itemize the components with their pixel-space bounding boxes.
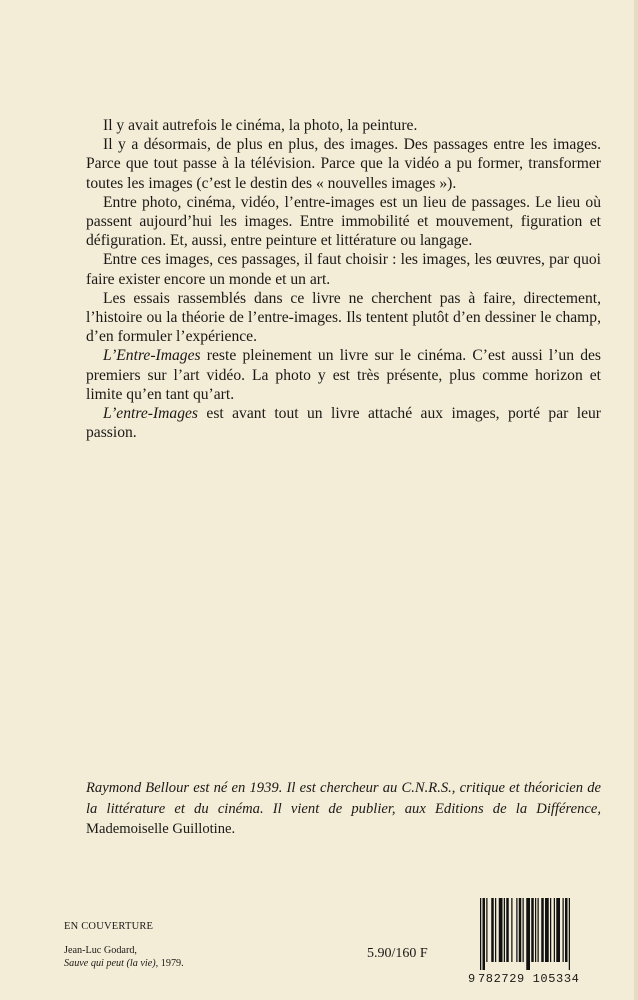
barcode-lead-digit: 9 bbox=[468, 972, 476, 986]
barcode-bar bbox=[526, 898, 530, 970]
barcode-bar bbox=[545, 898, 549, 962]
barcode-bar bbox=[495, 898, 496, 962]
barcode-digits: 782729 105334 bbox=[478, 972, 580, 986]
cover-credits-author: Jean-Luc Godard, bbox=[64, 945, 137, 956]
isbn-barcode bbox=[468, 898, 608, 986]
barcode-bar bbox=[565, 898, 568, 962]
barcode-bar bbox=[511, 898, 512, 962]
barcode-bar bbox=[523, 898, 524, 962]
price-label: 5.90/160 F bbox=[367, 946, 428, 961]
barcode-bar bbox=[516, 898, 517, 962]
cover-credits-header: EN COUVERTURE bbox=[64, 921, 154, 932]
book-title: L’Entre-Images bbox=[103, 347, 201, 365]
barcode-bar bbox=[554, 898, 555, 962]
blurb-text-run: est avant tout un livre attaché aux images, porté par leur passion. bbox=[86, 405, 601, 442]
film-year: 1979. bbox=[158, 958, 184, 969]
barcode-bar bbox=[491, 898, 494, 962]
blurb-paragraph bbox=[86, 346, 601, 404]
blurb-paragraph: Entre ces images, ces passages, il faut choisir : les images, les œuvres, par quoi faire exister encore un monde et un art. bbox=[86, 251, 601, 288]
barcode-bar bbox=[519, 898, 522, 962]
barcode-bar bbox=[556, 898, 560, 962]
barcode-bar bbox=[506, 898, 509, 962]
barcode-bar bbox=[499, 898, 503, 962]
barcode-bar bbox=[480, 898, 481, 970]
blurb-paragraph: Les essais rassemblés dans ce livre ne cherchent pas à faire, directement, l’histoire ou la théorie de l’entre-images. Ils tentent plutôt d’en dessiner le champ, d’en formuler l’expérience. bbox=[86, 289, 601, 346]
blurb-paragraph: Il y a désormais, de plus en plus, des images. Des passages entre les images. Parce que tout passe à la télévision. Parce que la vidéo a pu former, transformer toutes les images (c’est le destin des « nouvelles images »). bbox=[86, 136, 601, 192]
barcode-bars bbox=[478, 898, 608, 970]
barcode-bar bbox=[569, 898, 570, 970]
author-bio-italic: Raymond Bellour est né en 1939. Il est chercheur au C.N.R.S., critique et théoricien de la littérature et du cinéma. Il vient de publier, aux Editions de la Différence, bbox=[86, 780, 601, 817]
blurb-text-run: reste pleinement un livre sur le cinéma. C’est aussi l’un des premiers sur l’art vidéo. La photo y est très présente, plus comme horizon et limite qu’en tant qu’art. bbox=[86, 347, 601, 403]
barcode-bar bbox=[531, 898, 534, 962]
barcode-bar bbox=[538, 898, 539, 962]
cover-credits bbox=[64, 921, 264, 970]
barcode-bar bbox=[504, 898, 505, 962]
author-bio bbox=[86, 778, 601, 840]
author-bio-text bbox=[86, 778, 601, 840]
blurb-paragraph: Entre photo, cinéma, vidéo, l’entre-images est un lieu de passages. Le lieu où passent aujourd’hui les images. Entre immobilité et mouvement, figuration et défiguration. Et, aussi, entre peinture et littérature ou langage. bbox=[86, 193, 601, 250]
barcode-bar bbox=[486, 898, 487, 962]
barcode-bar bbox=[550, 898, 551, 962]
blurb-text bbox=[86, 116, 601, 442]
barcode-bar bbox=[541, 898, 544, 962]
blurb-paragraph bbox=[86, 404, 601, 442]
film-title: Sauve qui peut (la vie), bbox=[64, 958, 159, 969]
barcode-bar bbox=[535, 898, 536, 962]
bio-book-title: Mademoiselle Guillotine. bbox=[86, 821, 236, 837]
barcode-bar bbox=[563, 898, 564, 962]
blurb-paragraph: Il y avait autrefois le cinéma, la photo, la peinture. bbox=[103, 117, 418, 134]
cover-credits-work bbox=[64, 957, 264, 970]
page-edge bbox=[634, 0, 638, 1000]
barcode-bar bbox=[483, 898, 486, 970]
book-title: L’entre-Images bbox=[103, 405, 198, 423]
